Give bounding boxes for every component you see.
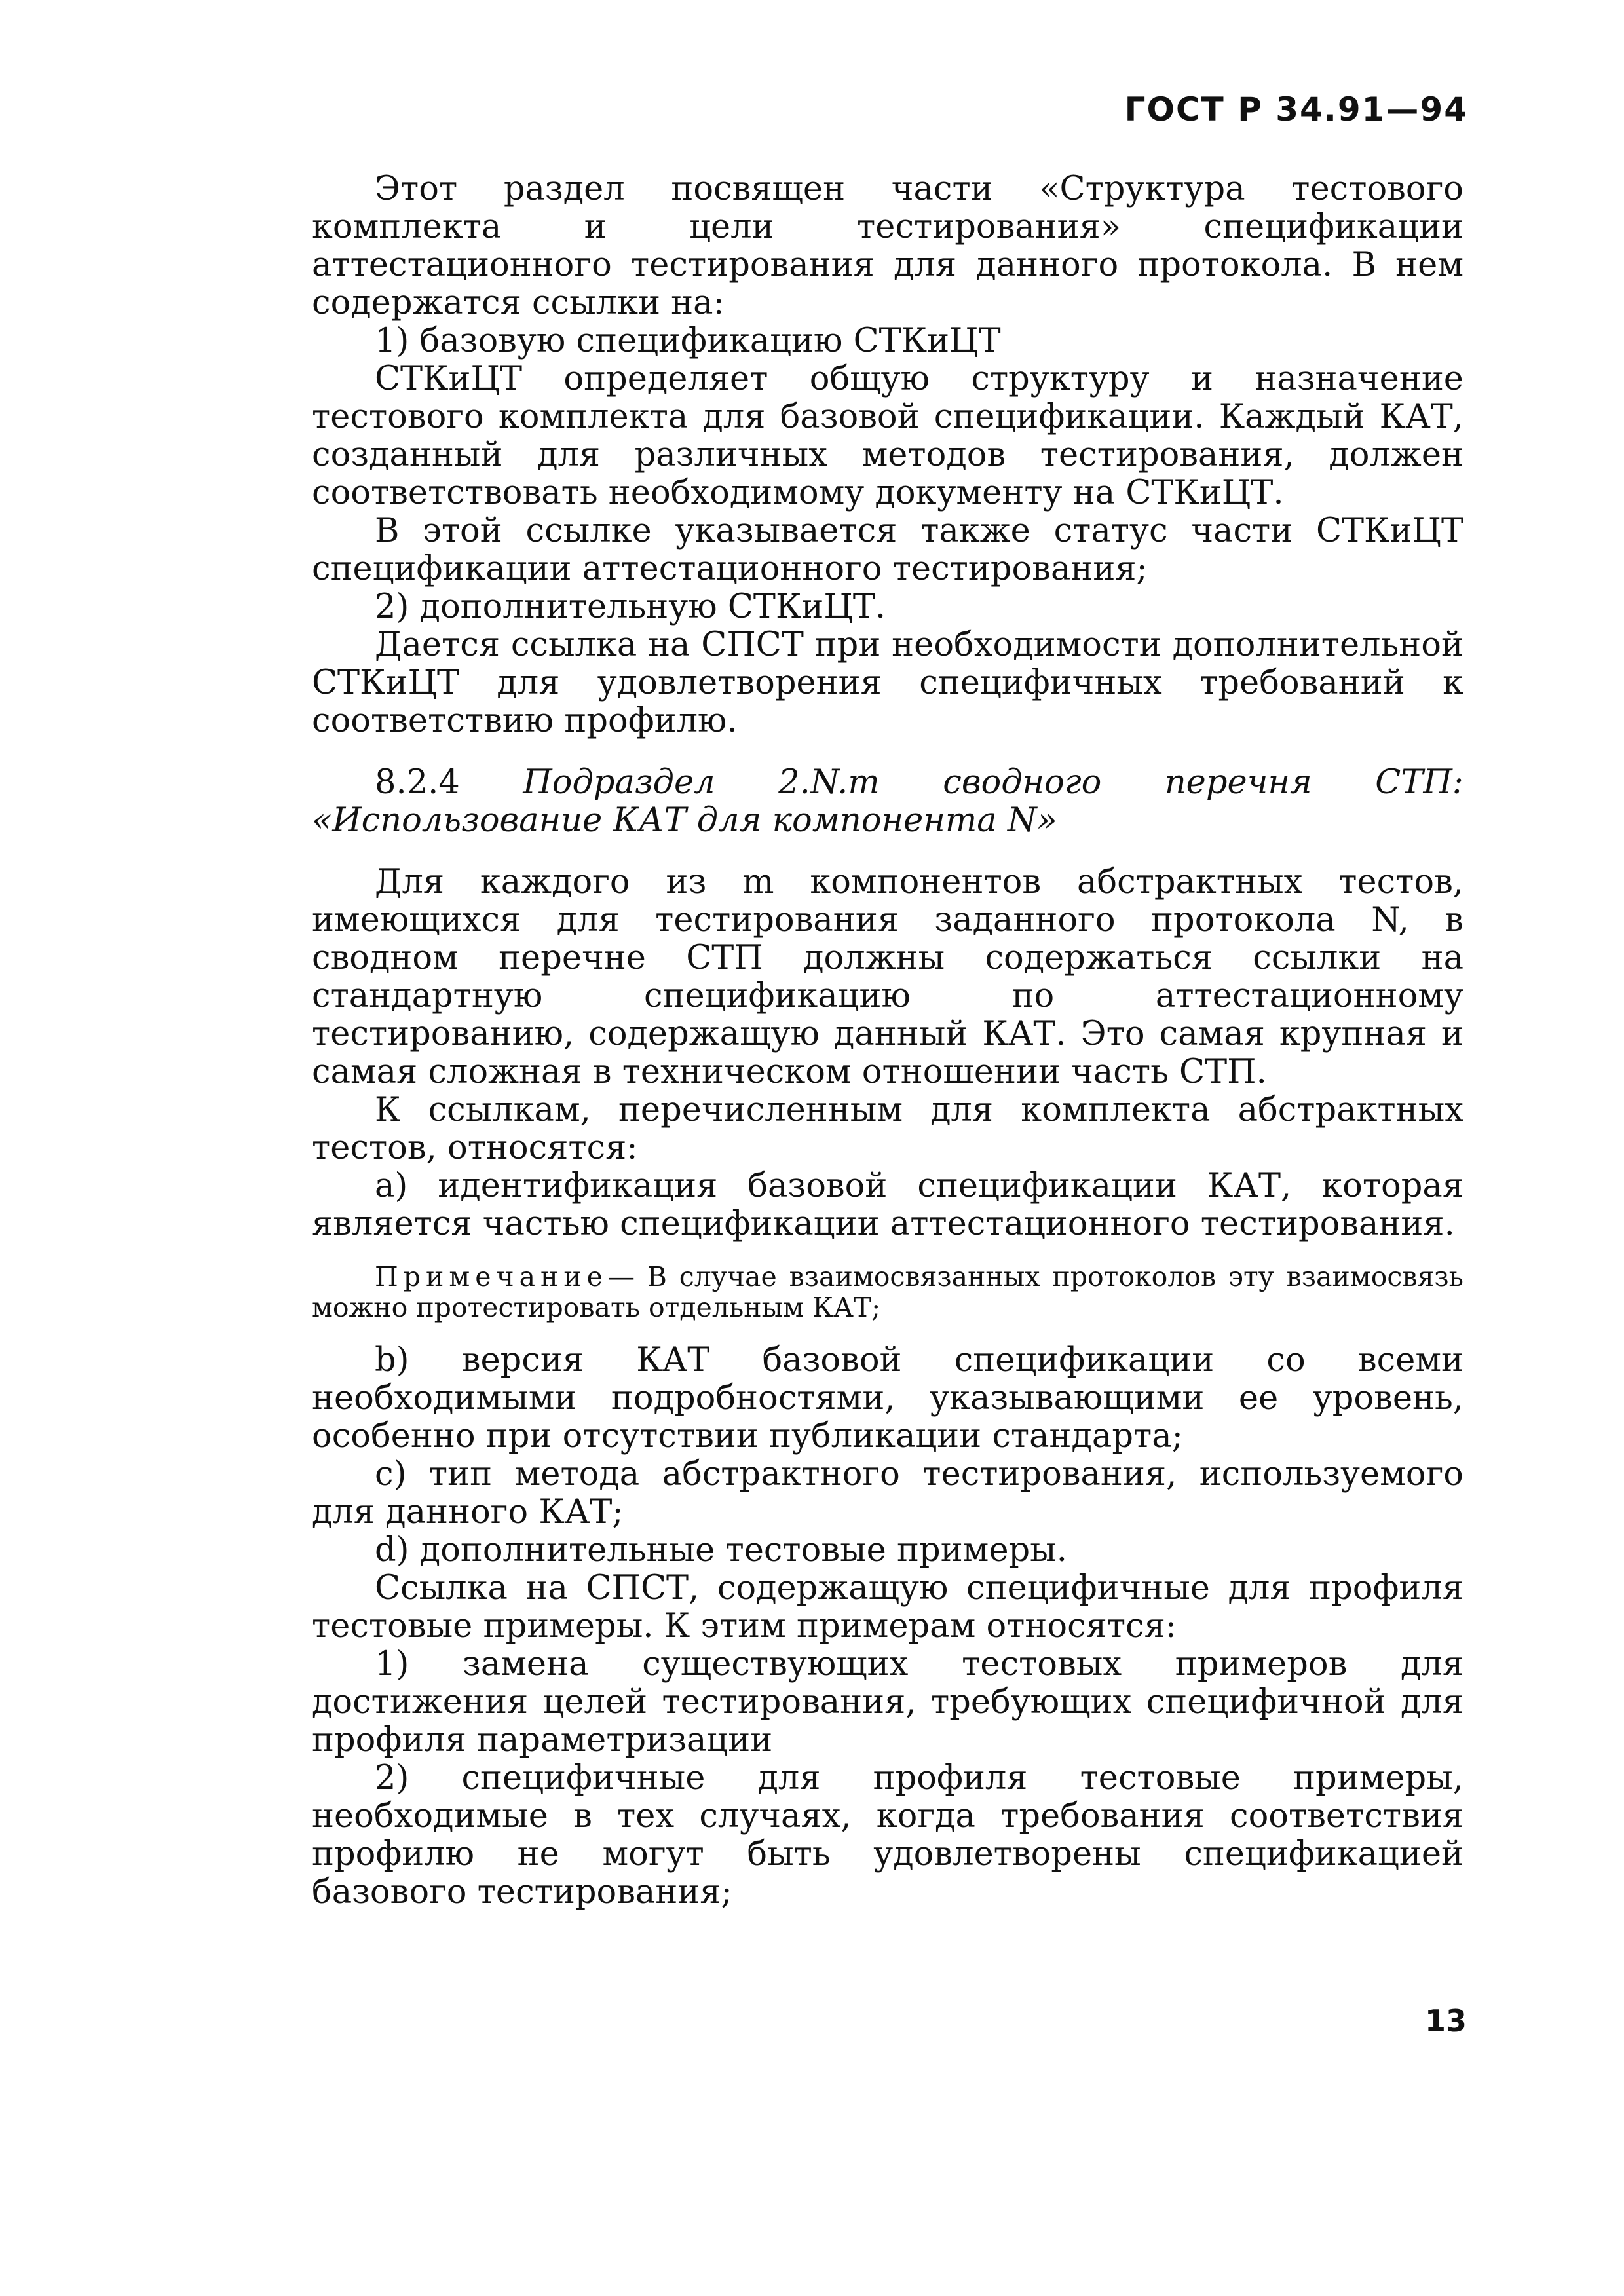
body-paragraph: Этот раздел посвящен части «Структура тестового комплекта и цели тестирования» спецификации аттестационного тестирования для данного протокола. В нем содержатся ссылки на: (312, 170, 1463, 322)
body-paragraph: СТКиЦТ определяет общую структуру и назначение тестового комплекта для базовой спецификации. Каждый КАТ, созданный для различных методов тестирования, должен соответствовать необходимому документу на СТКиЦТ. (312, 360, 1463, 512)
note (312, 1262, 1463, 1323)
subsection-number: 8.2.4 (375, 763, 460, 802)
body-paragraph: Дается ссылка на СПСТ при необходимости дополнительной СТКиЦТ для удовлетворения специфичных требований к соответствию профилю. (312, 626, 1463, 740)
body-paragraph: Ссылка на СПСТ, содержащую специфичные для профиля тестовые примеры. К этим примерам относятся: (312, 1569, 1463, 1646)
body-paragraph: В этой ссылке указывается также статус части СТКиЦТ спецификации аттестационного тестирования; (312, 512, 1463, 588)
list-item: 2) дополнительную СТКиЦТ. (375, 588, 886, 626)
subsection-title: Подраздел 2.N.m сводного перечня СТП: «Использование КАТ для компонента N» (312, 763, 1463, 840)
standard-header: ГОСТ Р 34.91—94 (1124, 90, 1468, 128)
body-paragraph: К ссылкам, перечисленным для комплекта абстрактных тестов, относятся: (312, 1091, 1463, 1167)
list-item: b) версия КАТ базовой спецификации со всеми необходимыми подробностями, указывающими ее уровень, особенно при отсутствии публикации стандарта; (312, 1341, 1463, 1456)
list-item: d) дополнительные тестовые примеры. (375, 1531, 1067, 1570)
body-paragraph: Для каждого из m компонентов абстрактных тестов, имеющихся для тестирования заданного протокола N, в сводном перечне СТП должны содержаться ссылки на стандартную спецификацию по аттестационному тестированию, содержащую данный КАТ. Это самая крупная и самая сложная в техническом отношении часть СТП. (312, 863, 1463, 1091)
list-item: 1) базовую спецификацию СТКиЦТ (375, 322, 1001, 360)
subsection-heading (312, 764, 1463, 840)
note-text: — В случае взаимосвязанных протоколов эту взаимосвязь можно протестировать отдельным КАТ; (312, 1261, 1463, 1323)
list-item: c) тип метода абстрактного тестирования, используемого для данного КАТ; (312, 1455, 1463, 1532)
list-item: a) идентификация базовой спецификации КАТ, которая является частью спецификации аттестационного тестирования. (312, 1167, 1463, 1243)
document-body (312, 170, 1463, 1911)
list-item: 1) замена существующих тестовых примеров для достижения целей тестирования, требующих специфичной для профиля параметризации (312, 1645, 1463, 1760)
note-label: Примечание (375, 1261, 608, 1292)
page-number: 13 (1424, 2003, 1467, 2039)
list-item: 2) специфичные для профиля тестовые примеры, необходимые в тех случаях, когда требования соответствия профилю не могут быть удовлетворены спецификацией базового тестирования; (312, 1759, 1463, 1911)
